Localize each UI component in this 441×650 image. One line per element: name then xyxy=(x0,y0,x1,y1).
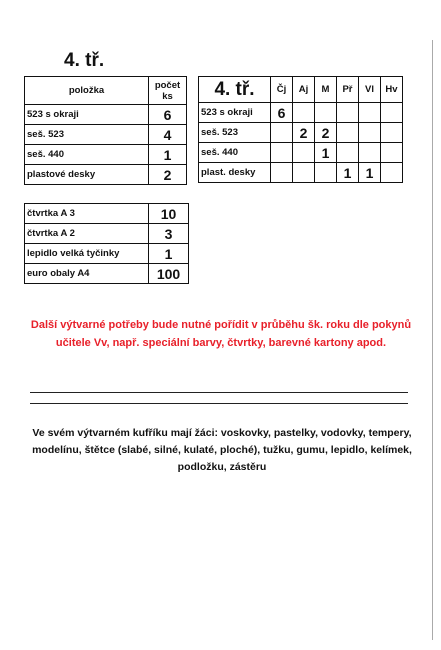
table-row xyxy=(25,244,189,264)
cell-value xyxy=(315,163,337,183)
table-title-cell xyxy=(199,77,271,103)
header-subject: Čj xyxy=(271,77,293,103)
cell-value xyxy=(271,163,293,183)
table-row xyxy=(25,224,189,244)
row-item: seš. 523 xyxy=(25,125,149,145)
cell-value: 1 xyxy=(359,163,381,183)
table-row xyxy=(199,123,403,143)
cell-value xyxy=(381,103,403,123)
cell-value xyxy=(293,143,315,163)
cell-value xyxy=(337,143,359,163)
cell-value xyxy=(381,123,403,143)
row-item: lepidlo velká tyčinky xyxy=(25,244,149,264)
table-header-row xyxy=(25,77,187,105)
row-count: 2 xyxy=(149,165,187,185)
row-count: 4 xyxy=(149,125,187,145)
table-title: 4. tř. xyxy=(214,78,255,100)
cell-value xyxy=(381,163,403,183)
row-item: plastové desky xyxy=(25,165,149,185)
cell-value xyxy=(359,103,381,123)
cell-value xyxy=(337,123,359,143)
row-item: seš. 440 xyxy=(199,143,271,163)
row-count: 3 xyxy=(149,224,189,244)
table-row xyxy=(25,204,189,224)
row-item: čtvrtka A 2 xyxy=(25,224,149,244)
row-item: seš. 440 xyxy=(25,145,149,165)
row-count: 1 xyxy=(149,244,189,264)
header-subject: Aj xyxy=(293,77,315,103)
table-header-row xyxy=(199,77,403,103)
header-item: položka xyxy=(25,77,149,105)
row-item: 523 s okraji xyxy=(25,105,149,125)
cell-value: 2 xyxy=(315,123,337,143)
cell-value xyxy=(271,143,293,163)
row-count: 10 xyxy=(149,204,189,224)
header-count xyxy=(149,77,187,105)
header-subject: Hv xyxy=(381,77,403,103)
art-supplies-table xyxy=(24,203,189,284)
row-item: seš. 523 xyxy=(199,123,271,143)
row-item: euro obaly A4 xyxy=(25,264,149,284)
cell-value: 1 xyxy=(337,163,359,183)
header-subject: M xyxy=(315,77,337,103)
additional-supplies-note: Další výtvarné potřeby bude nutné pořídit v průběhu šk. roku dle pokynů učitele Vv, např. speciální barvy, čtvrtky, barevné kartony apod. xyxy=(30,319,412,349)
row-item: 523 s okraji xyxy=(199,103,271,123)
row-count: 6 xyxy=(149,105,187,125)
cell-value: 6 xyxy=(271,103,293,123)
table-row xyxy=(25,105,187,125)
cell-value xyxy=(359,143,381,163)
art-kit-note: Ve svém výtvarném kufříku mají žáci: voskovky, pastelky, vodovky, tempery, modelínu, štětce (slabé, silné, kulaté, ploché), tužku, gumu, lepidlo, kelímek, podložku, zástěru xyxy=(32,427,412,473)
table-row xyxy=(199,163,403,183)
divider-line-bottom xyxy=(30,403,408,404)
table-row xyxy=(199,103,403,123)
row-count: 100 xyxy=(149,264,189,284)
cell-value: 2 xyxy=(293,123,315,143)
table-row xyxy=(199,143,403,163)
subject-distribution-table xyxy=(198,76,403,183)
row-count: 1 xyxy=(149,145,187,165)
cell-value xyxy=(359,123,381,143)
cell-value xyxy=(315,103,337,123)
cell-value: 1 xyxy=(315,143,337,163)
header-subject: Př xyxy=(337,77,359,103)
cell-value xyxy=(293,103,315,123)
table-row xyxy=(25,165,187,185)
page-edge-line xyxy=(432,40,433,640)
table-row xyxy=(25,145,187,165)
supplies-table xyxy=(24,76,187,185)
header-count-label: počet ks xyxy=(154,79,181,102)
cell-value xyxy=(271,123,293,143)
cell-value xyxy=(381,143,403,163)
table-row xyxy=(25,264,189,284)
cell-value xyxy=(293,163,315,183)
divider-line-top xyxy=(30,392,408,393)
cell-value xyxy=(337,103,359,123)
row-item: plast. desky xyxy=(199,163,271,183)
header-subject: Vl xyxy=(359,77,381,103)
row-item: čtvrtka A 3 xyxy=(25,204,149,224)
page-title: 4. tř. xyxy=(64,50,105,71)
table-row xyxy=(25,125,187,145)
